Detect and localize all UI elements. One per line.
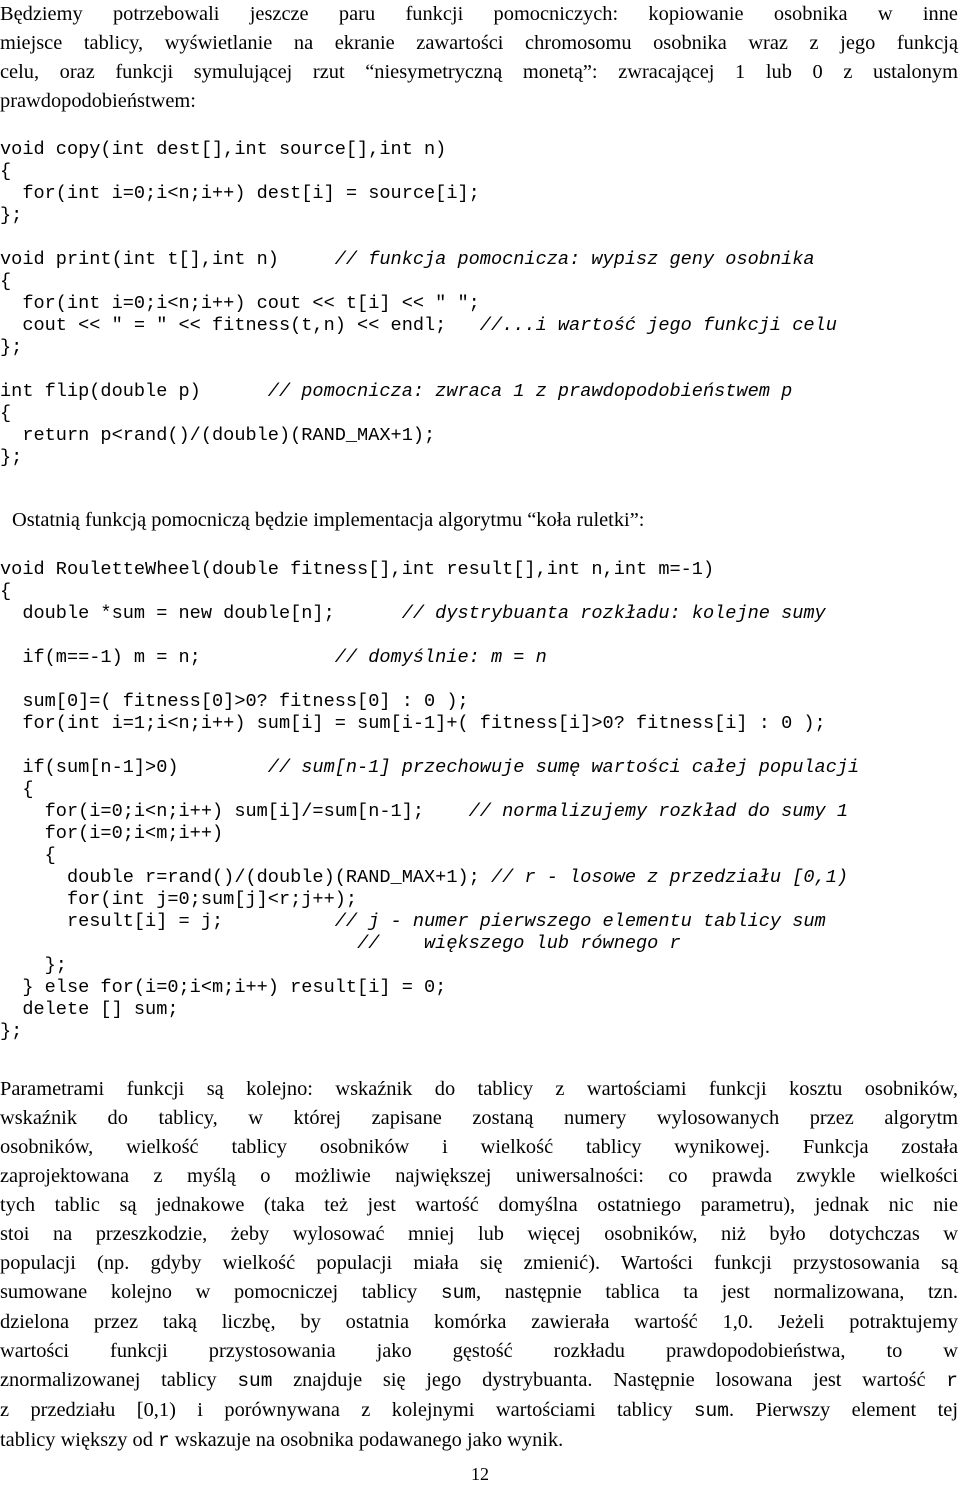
code-line	[0, 205, 958, 227]
code-line	[0, 669, 958, 691]
code-line	[0, 779, 958, 801]
code-text: {	[0, 779, 34, 800]
explanation-line	[0, 1337, 958, 1366]
code-comment: // domyślnie: m = n	[334, 647, 547, 668]
code-text: };	[0, 955, 67, 976]
code-comment: // funkcja pomocnicza: wypisz geny osobnika	[334, 249, 815, 270]
code-comment: // większego lub równego r	[357, 933, 681, 954]
code-line	[0, 911, 958, 933]
code-line	[0, 933, 958, 955]
code-line	[0, 293, 958, 315]
intro-line: miejsce tablicy, wyświetlanie na ekranie zawartości chromosomu osobnika wraz z jego funkcją	[0, 32, 958, 54]
code-text: {	[0, 161, 12, 182]
code-text: cout << " = " << fitness(t,n) << endl;	[0, 315, 480, 336]
text-segment: tych tablic są jednakowe (taka też jest wartość domyślna ostatniego parametru), jednak nic nie	[0, 1194, 958, 1216]
text-segment: osobników, wielkość tablicy osobników i wielkość tablicy wynikowej. Funkcja została	[0, 1136, 958, 1158]
helper-functions-code	[0, 139, 958, 469]
code-line	[0, 867, 958, 889]
code-text: {	[0, 271, 12, 292]
code-line	[0, 757, 958, 779]
text-segment: znajduje się jego dystrybuanta. Następnie losowana jest wartość	[272, 1369, 947, 1391]
roulette-intro-text	[12, 506, 958, 535]
code-line	[0, 581, 958, 603]
code-line	[0, 647, 958, 669]
code-line	[0, 1021, 958, 1043]
code-text: return p<rand()/(double)(RAND_MAX+1);	[0, 425, 436, 446]
code-line	[0, 249, 958, 271]
explanation-line	[0, 1104, 958, 1133]
explanation-line	[0, 1308, 958, 1337]
code-text: };	[0, 337, 23, 358]
explanation-line	[0, 1075, 958, 1104]
code-text: for(int j=0;sum[j]<r;j++);	[0, 889, 358, 910]
intro-line: Będziemy potrzebowali jeszcze paru funkcji pomocniczych: kopiowanie osobnika w inne	[0, 3, 958, 25]
explanation-line	[0, 1249, 958, 1278]
code-line	[0, 315, 958, 337]
explanation-line	[0, 1278, 958, 1308]
code-line	[0, 625, 958, 647]
explanation-line	[0, 1396, 958, 1426]
roulette-wheel-code	[0, 559, 958, 1043]
code-line	[0, 603, 958, 625]
inline-code: sum	[237, 1370, 273, 1392]
code-line	[0, 425, 958, 447]
code-line	[0, 359, 958, 381]
page-number: 12	[471, 1464, 489, 1484]
text-segment: , następnie tablica ta jest normalizowana, tzn.	[475, 1281, 958, 1303]
code-comment: // r - losowe z przedziału [0,1)	[490, 867, 849, 888]
code-text: for(i=0;i<n;i++) sum[i]/=sum[n-1];	[0, 801, 469, 822]
code-text: delete [] sum;	[0, 999, 179, 1020]
code-text: for(int i=1;i<n;i++) sum[i] = sum[i-1]+( fitness[i]>0? fitness[i] : 0 );	[0, 713, 826, 734]
code-line	[0, 271, 958, 293]
text-segment: wskaźnik do tablicy, w której zapisane zostaną numery wylosowanych przez algorytm	[0, 1107, 958, 1129]
code-line	[0, 713, 958, 735]
code-text: void copy(int dest[],int source[],int n)	[0, 139, 447, 160]
text-segment: wskazuje na osobnika podawanego jako wynik.	[169, 1429, 564, 1451]
code-text: if(m==-1) m = n;	[0, 647, 335, 668]
code-comment: // dystrybuanta rozkładu: kolejne sumy	[401, 603, 826, 624]
inline-code: sum	[693, 1400, 729, 1422]
inline-code: r	[158, 1430, 170, 1452]
text-segment: dzielona przez taką liczbę, by ostatnia komórka zawierała wartość 1,0. Jeżeli potraktujemy	[0, 1311, 958, 1333]
code-comment: //...i wartość jego funkcji celu	[479, 315, 837, 336]
text-segment: stoi na przeszkodzie, żeby wylosować mniej lub więcej osobników, niż było dotychczas w	[0, 1223, 958, 1245]
code-line	[0, 183, 958, 205]
code-line	[0, 735, 958, 757]
text-segment: z przedziału [0,1) i porównywana z kolejnymi wartościami tablicy	[0, 1399, 694, 1421]
code-text	[0, 933, 357, 954]
code-text: };	[0, 447, 23, 468]
code-line	[0, 889, 958, 911]
intro-line: prawdopodobieństwem:	[0, 90, 196, 112]
text-segment: populacji (np. gdyby wielkość populacji miała się zmienić). Wartości funkcji przystosowania są	[0, 1252, 958, 1274]
code-line	[0, 139, 958, 161]
text-segment: . Pierwszy element tej	[728, 1399, 958, 1421]
explanation-line	[0, 1191, 958, 1220]
explanation-line	[0, 1162, 958, 1191]
code-line	[0, 691, 958, 713]
code-text: sum[0]=( fitness[0]>0? fitness[0] : 0 );	[0, 691, 469, 712]
code-line	[0, 999, 958, 1021]
explanation-line	[0, 1220, 958, 1249]
code-comment: // normalizujemy rozkład do sumy 1	[468, 801, 849, 822]
code-text: result[i] = j;	[0, 911, 335, 932]
code-line	[0, 845, 958, 867]
explanation-line	[0, 1133, 958, 1162]
code-line	[0, 447, 958, 469]
code-line	[0, 337, 958, 359]
code-line	[0, 227, 958, 249]
explanation-paragraph	[0, 1075, 958, 1456]
code-text: double *sum = new double[n];	[0, 603, 402, 624]
text-segment: tablicy większy od	[0, 1429, 158, 1451]
code-comment: // pomocnicza: zwraca 1 z prawdopodobieństwem p	[267, 381, 793, 402]
code-line	[0, 823, 958, 845]
code-text: } else for(i=0;i<m;i++) result[i] = 0;	[0, 977, 447, 998]
code-line	[0, 801, 958, 823]
roulette-intro-line: Ostatnią funkcją pomocniczą będzie implementacja algorytmu “koła ruletki”:	[12, 509, 645, 531]
code-text: };	[0, 205, 23, 226]
code-line	[0, 161, 958, 183]
code-text: {	[0, 581, 12, 602]
text-segment: Parametrami funkcji są kolejno: wskaźnik do tablicy z wartościami funkcji kosztu osobników,	[0, 1078, 958, 1100]
code-comment: // sum[n-1] przechowuje sumę wartości całej populacji	[267, 757, 860, 778]
code-text: double r=rand()/(double)(RAND_MAX+1);	[0, 867, 491, 888]
intro-paragraph	[0, 0, 958, 116]
code-text: if(sum[n-1]>0)	[0, 757, 268, 778]
code-line	[0, 403, 958, 425]
code-text: for(int i=0;i<n;i++) cout << t[i] << " ";	[0, 293, 480, 314]
inline-code: sum	[440, 1282, 476, 1304]
code-text: {	[0, 845, 56, 866]
code-comment: // j - numer pierwszego elementu tablicy sum	[334, 911, 826, 932]
text-segment: wartości funkcji przystosowania jako gęstość rozkładu prawdopodobieństwa, to w	[0, 1340, 958, 1362]
text-segment: sumowane kolejno w pomocniczej tablicy	[0, 1281, 441, 1303]
code-line	[0, 559, 958, 581]
code-line	[0, 381, 958, 403]
code-line	[0, 977, 958, 999]
explanation-line	[0, 1366, 958, 1396]
text-segment: zaprojektowana z myślą o możliwie największej uniwersalności: co prawda zwykle wielkości	[0, 1165, 958, 1187]
text-segment: znormalizowanej tablicy	[0, 1369, 238, 1391]
code-text: for(i=0;i<m;i++)	[0, 823, 224, 844]
code-text: void print(int t[],int n)	[0, 249, 335, 270]
code-text: int flip(double p)	[0, 381, 268, 402]
inline-code: r	[946, 1370, 958, 1392]
code-text: for(int i=0;i<n;i++) dest[i] = source[i];	[0, 183, 480, 204]
code-text: void RouletteWheel(double fitness[],int result[],int n,int m=-1)	[0, 559, 715, 580]
code-text: {	[0, 403, 12, 424]
explanation-line	[0, 1426, 958, 1456]
intro-line: celu, oraz funkcji symulującej rzut “niesymetryczną monetą”: zwracającej 1 lub 0 z ustalonym	[0, 61, 958, 83]
code-line	[0, 955, 958, 977]
code-text: };	[0, 1021, 23, 1042]
